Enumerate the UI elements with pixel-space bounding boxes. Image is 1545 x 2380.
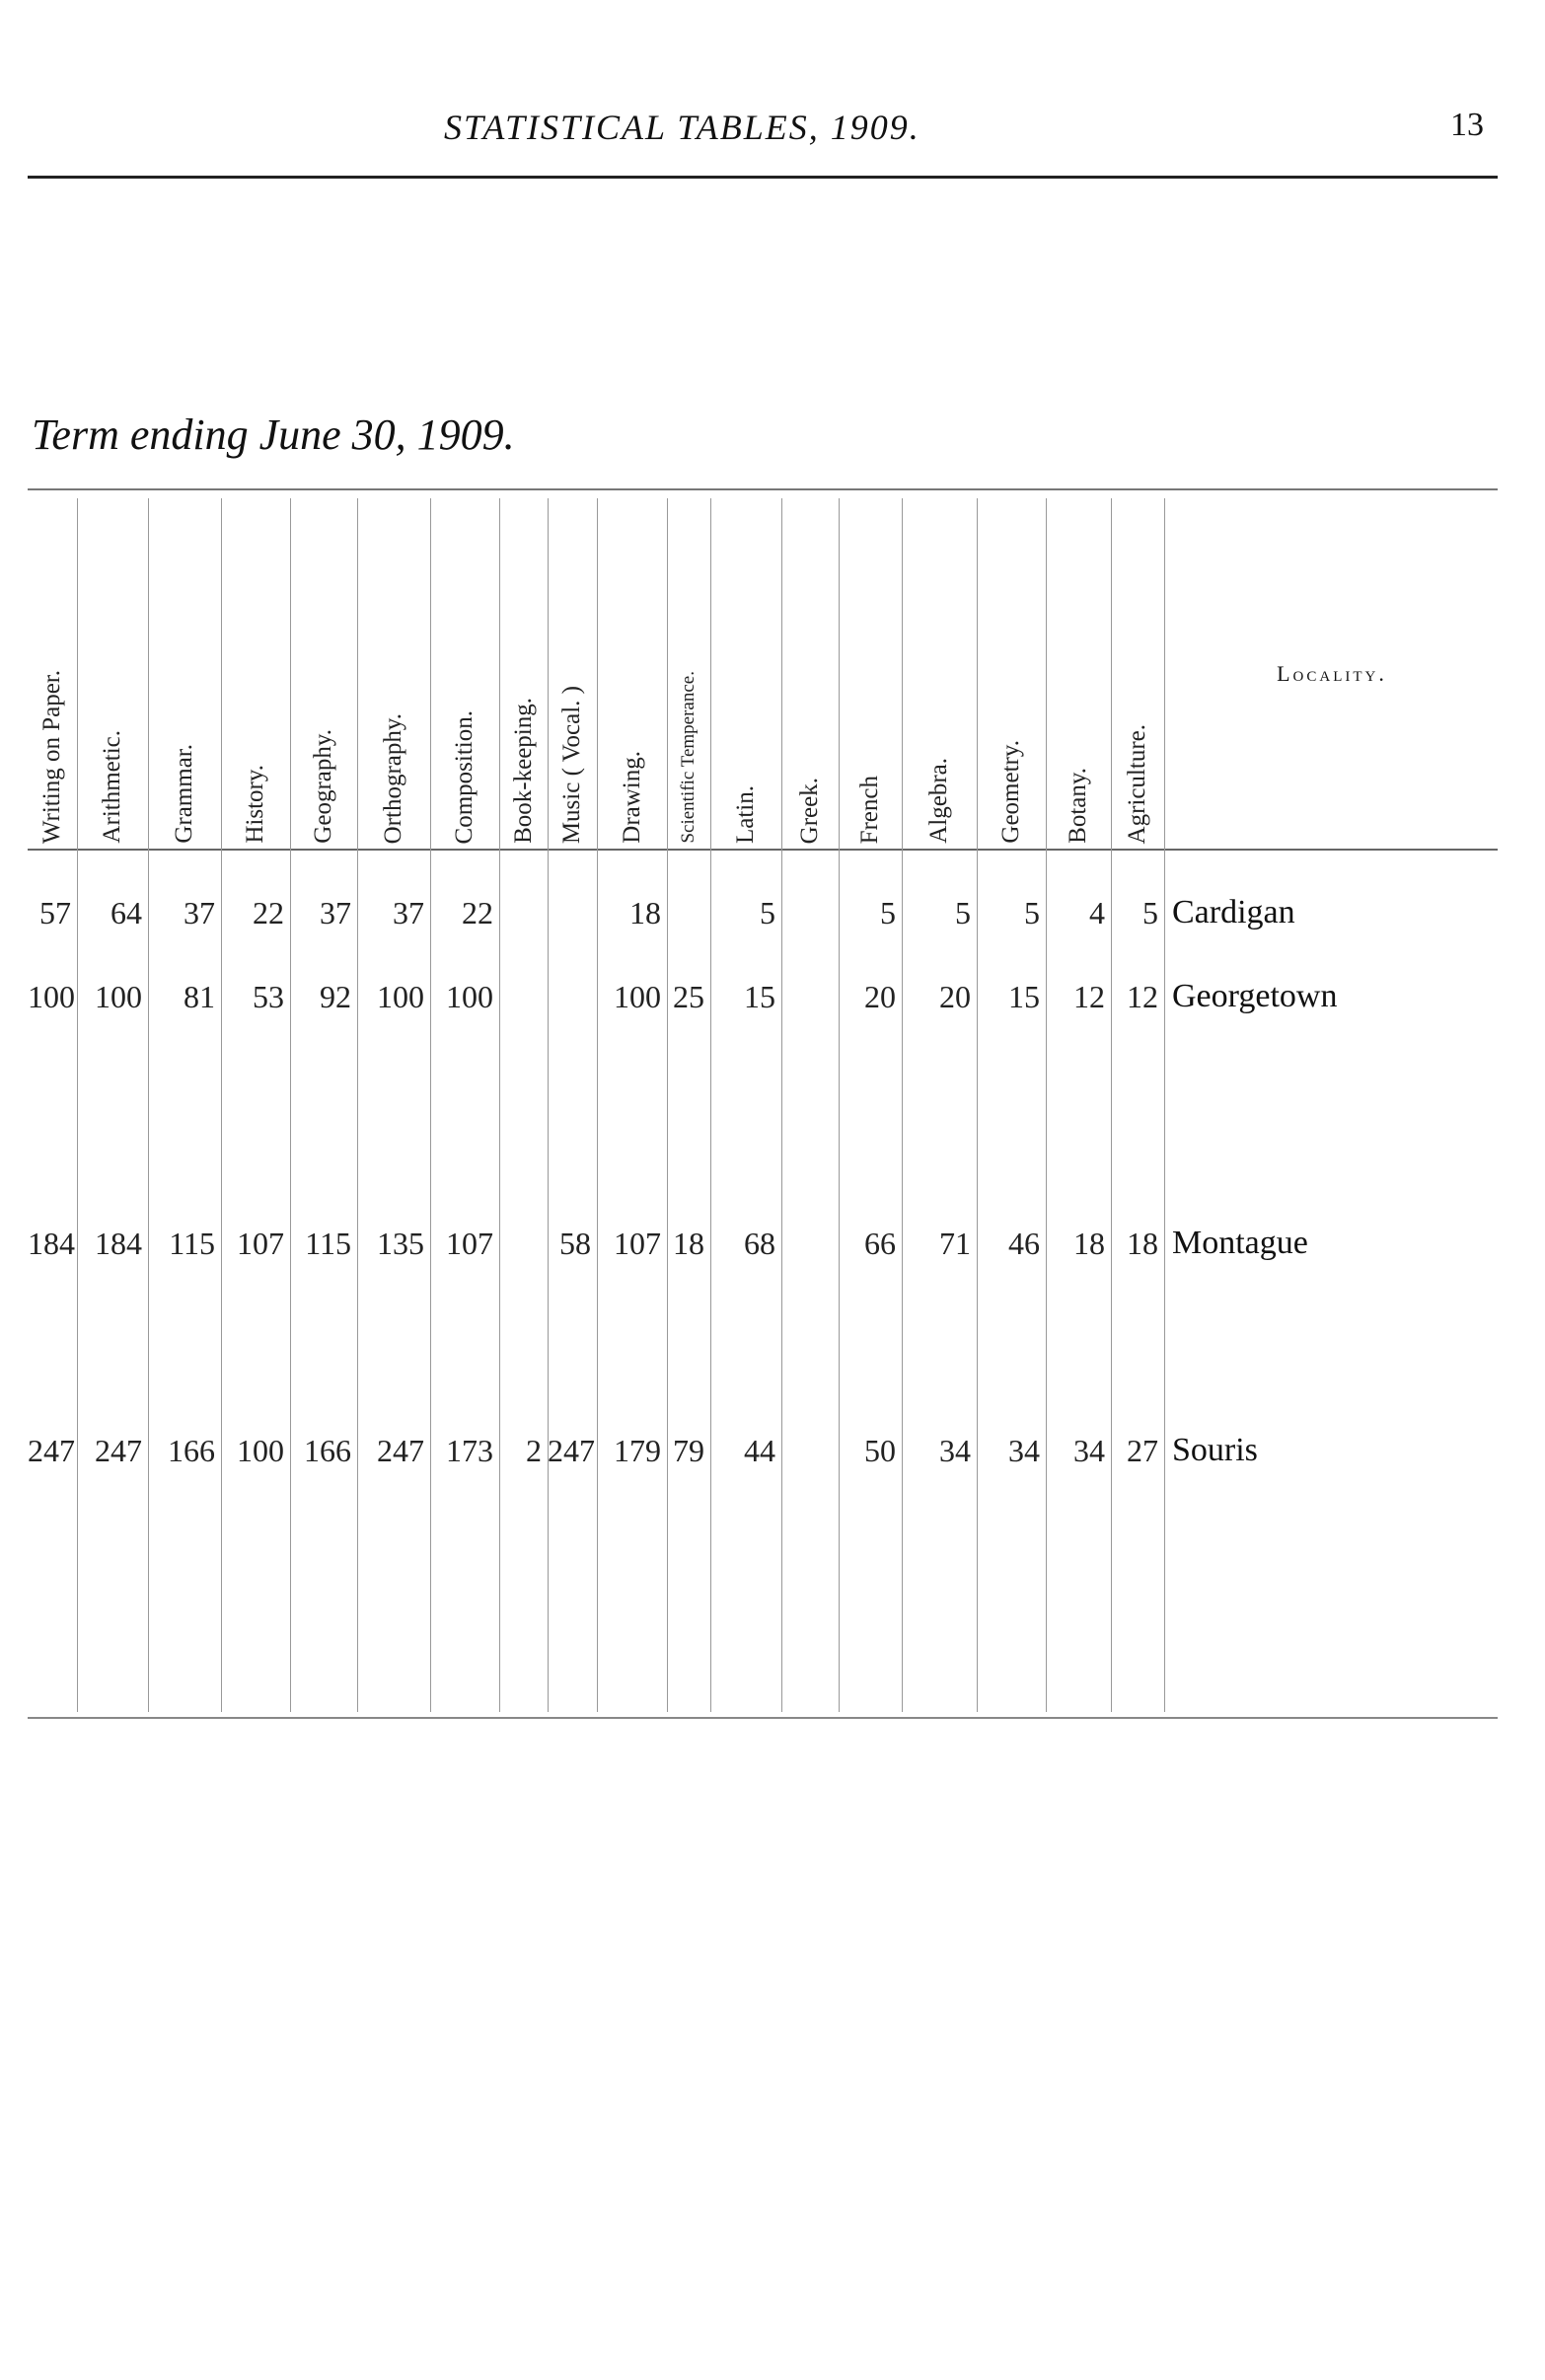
column-header-label: Composition.: [451, 709, 478, 844]
column-header-label: Music ( Vocal. ): [558, 685, 585, 844]
table-cell: [781, 1219, 833, 1268]
table-cell: 53: [253, 979, 284, 1014]
column-header: [357, 498, 430, 844]
column-rule: [1164, 498, 1165, 1712]
column-header: [548, 498, 597, 844]
table-cell: 18: [629, 895, 661, 930]
table-top-rule: [28, 488, 1498, 490]
column-header: [839, 498, 902, 844]
column-rule: [430, 498, 431, 1712]
table-cell: 5: [880, 895, 896, 930]
column-header-label: Writing on Paper.: [38, 669, 65, 844]
column-rule: [977, 498, 978, 1712]
header-rule-bottom: [28, 849, 1498, 851]
column-rule: [597, 498, 598, 1712]
table-cell: 15: [744, 979, 775, 1014]
column-header-label: Botany.: [1065, 768, 1091, 844]
table-cell: 15: [1008, 979, 1040, 1014]
table-cell: 135: [377, 1226, 424, 1261]
column-header: [1111, 498, 1164, 844]
column-header-label: Geography.: [310, 729, 336, 844]
table-cell: 66: [864, 1226, 896, 1261]
column-rule: [499, 498, 500, 1712]
table-cell: [548, 972, 591, 1021]
column-rule: [77, 498, 78, 1712]
table-cell: 18: [1073, 1226, 1105, 1261]
table-cell: 18: [673, 1226, 704, 1261]
column-header-label: Geometry.: [997, 740, 1024, 844]
column-header: [977, 498, 1046, 844]
table-row: [0, 972, 1545, 1021]
table-cell: 68: [744, 1226, 775, 1261]
table-cell: 27: [1127, 1433, 1158, 1468]
table-cell: 115: [305, 1226, 351, 1261]
table-row: [0, 1219, 1545, 1268]
table-cell: 34: [1008, 1433, 1040, 1468]
locality-column-header: Locality.: [1277, 661, 1387, 686]
table-cell: [781, 972, 833, 1021]
table-cell: 22: [462, 895, 493, 930]
table-cell: 184: [28, 1226, 75, 1261]
table-cell: 71: [939, 1226, 971, 1261]
column-header: [430, 498, 499, 844]
column-rule: [357, 498, 358, 1712]
table-cell: 57: [39, 895, 71, 930]
table-cell: 100: [446, 979, 493, 1014]
column-rule: [290, 498, 291, 1712]
column-header-label: Grammar.: [171, 744, 197, 844]
table-cell: 166: [168, 1433, 215, 1468]
table-cell: 20: [864, 979, 896, 1014]
table-cell: [667, 888, 704, 937]
table-cell: 173: [446, 1433, 493, 1468]
column-rule: [839, 498, 840, 1712]
table-cell: 44: [744, 1433, 775, 1468]
table-cell: [781, 888, 833, 937]
column-rule: [148, 498, 149, 1712]
column-rule: [781, 498, 782, 1712]
column-rule: [1046, 498, 1047, 1712]
column-header-label: Greek.: [796, 777, 823, 844]
page-header: [0, 99, 1545, 148]
table-bottom-rule: [28, 1717, 1498, 1719]
table-cell: 2: [526, 1433, 542, 1468]
table-cell: 22: [253, 895, 284, 930]
column-header-label: Arithmetic.: [99, 730, 125, 844]
page-number: 13: [1450, 107, 1484, 143]
table-cell: 247: [95, 1433, 142, 1468]
table-cell: 50: [864, 1433, 896, 1468]
table-cell: 81: [184, 979, 215, 1014]
table-cell: 166: [304, 1433, 351, 1468]
column-header: [597, 498, 667, 844]
column-header-label: History.: [242, 765, 268, 844]
column-header: [28, 498, 77, 844]
table-cell: [499, 1219, 542, 1268]
table-cell: 107: [614, 1226, 661, 1261]
table-cell: 115: [169, 1226, 215, 1261]
column-header-label: Scientific Temperance.: [678, 671, 699, 844]
table-cell: 20: [939, 979, 971, 1014]
column-header: [781, 498, 839, 844]
column-rule: [548, 498, 549, 1712]
table-cell: 46: [1008, 1226, 1040, 1261]
column-rule: [902, 498, 903, 1712]
column-header-label: Agriculture.: [1124, 723, 1150, 844]
table-cell: 34: [1073, 1433, 1105, 1468]
table-cell: 184: [95, 1226, 142, 1261]
table-cell: [548, 888, 591, 937]
column-rule: [1111, 498, 1112, 1712]
table-cell: 37: [184, 895, 215, 930]
table-cell: 5: [955, 895, 971, 930]
table-cell: 25: [673, 979, 704, 1014]
term-heading: Term ending June 30, 1909.: [32, 410, 515, 459]
table-cell: [499, 888, 542, 937]
table-cell: 179: [614, 1433, 661, 1468]
table-cell: 34: [939, 1433, 971, 1468]
column-header: [1046, 498, 1111, 844]
column-header: [902, 498, 977, 844]
column-rule: [667, 498, 668, 1712]
column-header: [77, 498, 148, 844]
column-header-label: Drawing.: [618, 751, 645, 844]
table-cell: 107: [446, 1226, 493, 1261]
table-cell: 12: [1073, 979, 1105, 1014]
locality-name: Cardigan: [1172, 894, 1295, 930]
column-header: [290, 498, 357, 844]
table-cell: 58: [559, 1226, 591, 1261]
column-header: [499, 498, 548, 844]
column-header-label: Algebra.: [925, 758, 952, 844]
table-cell: 5: [760, 895, 775, 930]
table-cell: 92: [320, 979, 351, 1014]
table-cell: 247: [548, 1433, 595, 1468]
table-cell: [499, 972, 542, 1021]
table-cell: 4: [1089, 895, 1105, 930]
table-cell: 64: [110, 895, 142, 930]
table-cell: 37: [393, 895, 424, 930]
column-rule: [710, 498, 711, 1712]
table-cell: 18: [1127, 1226, 1158, 1261]
table-cell: 12: [1127, 979, 1158, 1014]
column-header-label: Orthography.: [380, 712, 406, 844]
locality-name: Montague: [1172, 1225, 1308, 1261]
locality-name: Georgetown: [1172, 978, 1338, 1014]
header-rule: [28, 176, 1498, 179]
column-header: [148, 498, 221, 844]
column-header-label: Book-keeping.: [509, 698, 537, 844]
table-cell: 79: [673, 1433, 704, 1468]
column-header-label: French: [856, 775, 883, 844]
table-cell: 100: [237, 1433, 284, 1468]
column-header: [221, 498, 290, 844]
table-cell: 247: [28, 1433, 75, 1468]
table-cell: [781, 1426, 833, 1475]
table-row: [0, 888, 1545, 937]
table-row: [0, 1426, 1545, 1475]
table-cell: 100: [28, 979, 75, 1014]
column-header: [667, 498, 710, 844]
running-title: STATISTICAL TABLES, 1909.: [444, 108, 920, 147]
table-cell: 107: [237, 1226, 284, 1261]
column-header-label: Latin.: [732, 784, 759, 844]
column-header: [710, 498, 781, 844]
table-cell: 100: [377, 979, 424, 1014]
table-cell: 5: [1142, 895, 1158, 930]
table-cell: 5: [1024, 895, 1040, 930]
table-cell: 100: [95, 979, 142, 1014]
table-cell: 37: [320, 895, 351, 930]
locality-name: Souris: [1172, 1432, 1258, 1468]
column-rule: [221, 498, 222, 1712]
table-cell: 100: [614, 979, 661, 1014]
table-cell: 247: [377, 1433, 424, 1468]
